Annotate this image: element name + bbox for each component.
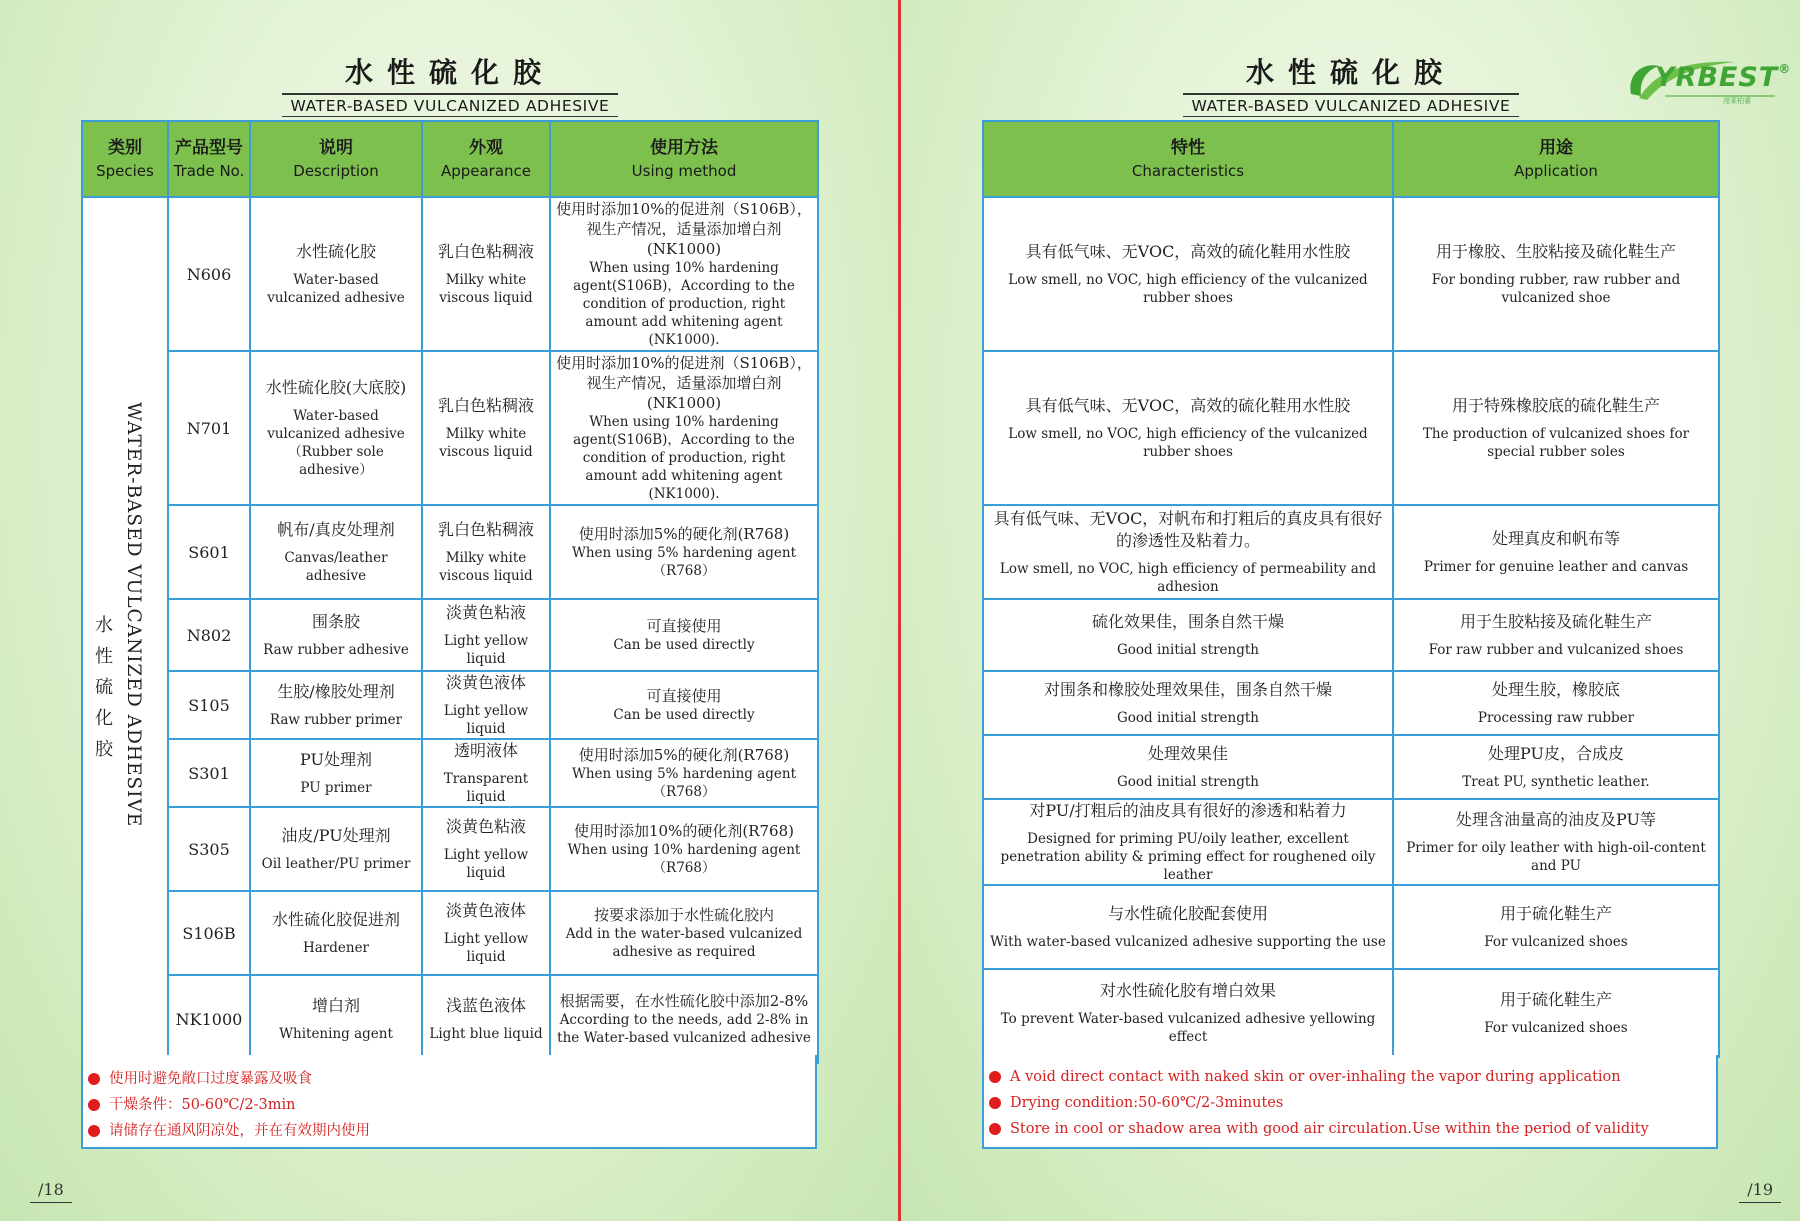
column-header <box>550 121 818 197</box>
spacer <box>427 762 545 770</box>
appearance-cell <box>422 807 550 891</box>
description-en: Water-based vulcanized adhesive <box>267 272 405 306</box>
table-header-row <box>983 121 1719 197</box>
characteristics-cell <box>983 735 1393 799</box>
using-method-en: When using 5% hardening agent（R768） <box>571 545 797 579</box>
note-text: 请储存在通风阴凉处，并在有效期内使用 <box>109 1123 370 1139</box>
header-rule <box>282 93 618 95</box>
spacer <box>1398 1011 1714 1019</box>
column-header-en: Appearance <box>440 162 532 180</box>
description-cn: 增白剂 <box>311 996 360 1015</box>
description-en: Canvas/leather adhesive <box>284 550 388 584</box>
bullet-icon <box>88 1099 100 1111</box>
column-header-cn: 用途 <box>1539 138 1573 158</box>
logo-subtitle: 滢莱柏睿 <box>1723 97 1751 105</box>
species-label-cn <box>93 610 115 765</box>
using-method-cn: 根据需要，在水性硫化胶中添加2-8% <box>559 992 809 1010</box>
using-method-en: Add in the water-based vulcanized adhesive as required <box>565 926 803 960</box>
spacer <box>988 822 1388 830</box>
application-cell <box>1393 505 1719 599</box>
note-item <box>984 1090 1716 1116</box>
header-title-cn: 水性硫化胶 <box>344 56 555 89</box>
spacer <box>427 838 545 846</box>
spacer <box>988 765 1388 773</box>
appearance-en: Light yellow liquid <box>443 703 529 737</box>
note-text: 干燥条件：50-60℃/2-3min <box>109 1097 296 1113</box>
note-text: A void direct contact with naked skin or over-inhaling the vapor during application <box>1010 1069 1621 1085</box>
characteristics-cell <box>983 505 1393 599</box>
characteristics-en: With water-based vulcanized adhesive supporting the use <box>990 934 1386 950</box>
description-cn: 水性硫化胶促进剂 <box>271 910 400 929</box>
table-row <box>983 197 1719 351</box>
using-method-cn: 使用时添加10%的硬化剂(R768) <box>574 822 794 840</box>
appearance-cell <box>422 739 550 807</box>
column-header <box>168 121 250 197</box>
spacer <box>1398 701 1714 709</box>
appearance-cn: 浅蓝色液体 <box>445 996 526 1015</box>
using-method-en: When using 5% hardening agent（R768） <box>571 766 797 800</box>
trade-number: N802 <box>168 599 250 671</box>
characteristics-cn: 具有低气味、无VOC，高效的硫化鞋用水性胶 <box>1025 396 1351 415</box>
column-header-en: Trade No. <box>173 162 245 180</box>
using-method-cell <box>550 351 818 505</box>
appearance-en: Light yellow liquid <box>443 633 529 667</box>
table-row <box>82 807 818 891</box>
characteristics-en: Designed for priming PU/oily leather, excellent penetration ability & priming effect for roughened oily leather <box>1000 831 1376 883</box>
table-row <box>82 739 818 807</box>
spacer <box>255 633 417 641</box>
using-method-cell <box>550 807 818 891</box>
spacer <box>255 703 417 711</box>
spacer <box>1398 831 1714 839</box>
application-en: Primer for oily leather with high-oil-content and PU <box>1406 840 1706 874</box>
page-number <box>1747 1180 1773 1199</box>
table-row <box>983 969 1719 1057</box>
page-number-value: 18 <box>43 1180 64 1199</box>
characteristics-cell <box>983 799 1393 885</box>
column-header-en: Characteristics <box>1131 162 1245 180</box>
column-header-en: Application <box>1514 162 1598 180</box>
description-cell <box>250 599 422 671</box>
application-cn: 用于特殊橡胶底的硫化鞋生产 <box>1451 396 1660 415</box>
using-method-en: When using 10% hardening agent（R768） <box>567 842 801 876</box>
description-cell <box>250 197 422 351</box>
using-method-cn: 可直接使用 <box>646 687 722 705</box>
description-cell <box>250 975 422 1063</box>
appearance-cn: 淡黄色粘液 <box>445 603 526 622</box>
description-cn: 围条胶 <box>311 612 360 631</box>
column-header-cn: 特性 <box>1171 138 1205 158</box>
page-number <box>38 1180 64 1199</box>
description-cn: 水性硫化胶(大底胶) <box>265 378 407 397</box>
header-title-en: WATER-BASED VULCANIZED ADHESIVE <box>290 97 610 115</box>
table-row <box>983 885 1719 969</box>
column-header-cn: 使用方法 <box>650 138 718 158</box>
description-cn: PU处理剂 <box>300 750 372 769</box>
column-header <box>422 121 550 197</box>
page-number-rule <box>1739 1202 1781 1203</box>
spacer <box>1398 925 1714 933</box>
appearance-en: Light blue liquid <box>429 1026 543 1042</box>
appearance-en: Transparent liquid <box>443 771 529 805</box>
column-header <box>250 121 422 197</box>
description-cn: 油皮/PU处理剂 <box>281 826 391 845</box>
spacer <box>255 1017 417 1025</box>
using-method-en: Can be used directly <box>613 637 755 653</box>
application-cn: 处理真皮和帆布等 <box>1491 529 1620 548</box>
table-row <box>983 671 1719 735</box>
using-method-cell <box>550 505 818 599</box>
table-row <box>82 505 818 599</box>
appearance-cn: 淡黄色液体 <box>445 901 526 920</box>
header-title-en: WATER-BASED VULCANIZED ADHESIVE <box>1191 97 1511 115</box>
characteristics-cn: 对围条和橡胶处理效果佳，围条自然干燥 <box>1043 680 1332 699</box>
description-en: Raw rubber adhesive <box>263 642 409 658</box>
spacer <box>427 624 545 632</box>
characteristics-cn: 对PU/打粗后的油皮具有很好的渗透和粘着力 <box>1029 801 1347 820</box>
page-number-slash: / <box>1747 1180 1753 1199</box>
characteristics-cn: 对水性硫化胶有增白效果 <box>1099 981 1276 1000</box>
spacer <box>427 541 545 549</box>
spacer <box>255 771 417 779</box>
using-method-cell <box>550 891 818 975</box>
table-row <box>983 799 1719 885</box>
characteristics-cell <box>983 197 1393 351</box>
characteristics-cn: 处理效果佳 <box>1147 744 1228 763</box>
note-item <box>984 1116 1716 1142</box>
page-number-rule <box>30 1202 72 1203</box>
table-row <box>983 351 1719 505</box>
species-char: 硫 <box>95 677 113 698</box>
trade-number: S105 <box>168 671 250 739</box>
species-char: 胶 <box>95 739 113 760</box>
description-cn: 水性硫化胶 <box>295 242 376 261</box>
application-en: Treat PU, synthetic leather. <box>1462 774 1650 790</box>
trade-number: S106B <box>168 891 250 975</box>
application-cell <box>1393 671 1719 735</box>
using-method-en: When using 10% hardening agent(S106B)，According to the condition of production, right amount add whitening agent (NK1000). <box>573 414 795 502</box>
description-en: Hardener <box>302 940 370 956</box>
spacer <box>988 417 1388 425</box>
application-en: For vulcanized shoes <box>1484 1020 1628 1036</box>
application-en: Primer for genuine leather and canvas <box>1423 559 1689 575</box>
bullet-icon <box>88 1125 100 1137</box>
note-text: Drying condition:50-60℃/2-3minutes <box>1010 1095 1284 1111</box>
header-rule <box>282 116 618 117</box>
spacer <box>1398 633 1714 641</box>
application-cell <box>1393 885 1719 969</box>
spacer <box>988 701 1388 709</box>
header-rule <box>1183 116 1519 117</box>
spacer <box>427 1017 545 1025</box>
using-method-cell <box>550 671 818 739</box>
characteristics-en: Good initial strength <box>1117 710 1259 726</box>
using-method-cn: 按要求添加于水性硫化胶内 <box>593 906 774 924</box>
logo-text: YRBEST <box>1655 62 1779 93</box>
note-item <box>984 1064 1716 1090</box>
table-row <box>82 975 818 1063</box>
description-cell <box>250 505 422 599</box>
appearance-cn: 乳白色粘稠液 <box>437 242 534 261</box>
using-method-cn: 使用时添加10%的促进剂（S106B），视生产情况，适量添加增白剂(NK1000) <box>556 354 812 412</box>
spacer <box>988 633 1388 641</box>
column-header-en: Species <box>96 162 154 180</box>
table-row <box>82 197 818 351</box>
column-header <box>1393 121 1719 197</box>
appearance-en: Milky white viscous liquid <box>439 550 533 584</box>
using-method-en: According to the needs, add 2-8% in the Water-based vulcanized adhesive <box>557 1012 811 1046</box>
bullet-icon <box>989 1071 1001 1083</box>
appearance-en: Light yellow liquid <box>443 931 529 965</box>
table-row <box>983 505 1719 599</box>
appearance-cn: 淡黄色粘液 <box>445 817 526 836</box>
species-cell <box>82 197 168 1063</box>
appearance-cell <box>422 891 550 975</box>
brand-logo <box>1625 52 1792 107</box>
product-table <box>81 120 819 1064</box>
species-label-en: WATER-BASED VULCANIZED ADHESIVE <box>123 402 144 828</box>
column-header <box>82 121 168 197</box>
application-en: For bonding rubber, raw rubber and vulcanized shoe <box>1431 272 1681 306</box>
table-row <box>82 671 818 739</box>
characteristics-cell <box>983 885 1393 969</box>
appearance-cell <box>422 197 550 351</box>
characteristics-cn: 硫化效果佳，围条自然干燥 <box>1091 612 1284 631</box>
description-en: Whitening agent <box>279 1026 393 1042</box>
species-char: 化 <box>95 708 113 729</box>
application-cn: 处理生胶，橡胶底 <box>1491 680 1620 699</box>
characteristics-en: Low smell, no VOC, high efficiency of the vulcanized rubber shoes <box>1008 272 1368 306</box>
characteristics-en: Good initial strength <box>1117 642 1259 658</box>
application-en: Processing raw rubber <box>1477 710 1635 726</box>
table-row <box>82 351 818 505</box>
appearance-cn: 乳白色粘稠液 <box>437 520 534 539</box>
trade-number: N606 <box>168 197 250 351</box>
appearance-en: Milky white viscous liquid <box>439 272 533 306</box>
column-header-cn: 说明 <box>319 138 353 158</box>
application-cell <box>1393 599 1719 671</box>
trade-number: S301 <box>168 739 250 807</box>
table-row <box>82 891 818 975</box>
column-header-cn: 外观 <box>469 138 503 158</box>
spacer <box>427 263 545 271</box>
application-cell <box>1393 735 1719 799</box>
using-method-cell <box>550 739 818 807</box>
application-cn: 处理含油量高的油皮及PU等 <box>1456 810 1656 829</box>
trade-number: NK1000 <box>168 975 250 1063</box>
bullet-icon <box>88 1073 100 1085</box>
species-char: 水 <box>95 615 113 636</box>
appearance-cell <box>422 599 550 671</box>
appearance-cn: 乳白色粘稠液 <box>437 396 534 415</box>
application-cn: 用于生胶粘接及硫化鞋生产 <box>1459 612 1652 631</box>
spacer <box>988 925 1388 933</box>
table-row <box>82 599 818 671</box>
using-method-en: When using 10% hardening agent(S106B)，According to the condition of production, right amount add whitening agent (NK1000). <box>573 260 795 348</box>
appearance-cell <box>422 975 550 1063</box>
bullet-icon <box>989 1123 1001 1135</box>
column-header-en: Description <box>293 162 379 180</box>
page-number-value: 19 <box>1752 1180 1773 1199</box>
column-header <box>983 121 1393 197</box>
characteristics-cn: 具有低气味、无VOC，对帆布和打粗后的真皮具有很好的渗透性及粘着力。 <box>993 509 1383 550</box>
application-en: The production of vulcanized shoes for special rubber soles <box>1422 426 1690 460</box>
description-en: Water-based vulcanized adhesive（Rubber sole adhesive） <box>267 408 405 478</box>
right-notes <box>982 1055 1718 1149</box>
spacer <box>988 1002 1388 1010</box>
application-cn: 用于橡胶、生胶粘接及硫化鞋生产 <box>1435 242 1676 261</box>
appearance-en: Milky white viscous liquid <box>439 426 533 460</box>
characteristics-cell <box>983 671 1393 735</box>
column-header-cn: 产品型号 <box>175 138 243 158</box>
application-cell <box>1393 969 1719 1057</box>
characteristics-en: Low smell, no VOC, high efficiency of permeability and adhesion <box>999 561 1377 595</box>
spacer <box>1398 417 1714 425</box>
using-method-cell <box>550 975 818 1063</box>
bullet-icon <box>989 1097 1001 1109</box>
trade-number: N701 <box>168 351 250 505</box>
spacer <box>255 541 417 549</box>
characteristics-en: To prevent Water-based vulcanized adhesive yellowing effect <box>1000 1011 1376 1045</box>
description-en: Oil leather/PU primer <box>261 856 411 872</box>
application-en: For vulcanized shoes <box>1484 934 1628 950</box>
description-cn: 生胶/橡胶处理剂 <box>277 682 395 701</box>
description-cell <box>250 891 422 975</box>
trade-number: S305 <box>168 807 250 891</box>
spacer <box>1398 263 1714 271</box>
description-en: PU primer <box>300 780 372 796</box>
characteristics-cn: 具有低气味、无VOC，高效的硫化鞋用水性胶 <box>1025 242 1351 261</box>
characteristics-cn: 与水性硫化胶配套使用 <box>1107 904 1268 923</box>
spacer <box>427 922 545 930</box>
application-cell <box>1393 351 1719 505</box>
spacer <box>255 931 417 939</box>
using-method-cn: 使用时添加10%的促进剂（S106B），视生产情况，适量添加增白剂(NK1000) <box>556 200 812 258</box>
description-en: Raw rubber primer <box>269 712 403 728</box>
description-cell <box>250 807 422 891</box>
note-text: Store in cool or shadow area with good air circulation.Use within the period of validity <box>1010 1121 1649 1137</box>
spacer <box>1398 765 1714 773</box>
spacer <box>1398 550 1714 558</box>
using-method-en: Can be used directly <box>613 707 755 723</box>
appearance-cn: 透明液体 <box>453 741 518 760</box>
column-header-cn: 类别 <box>108 138 142 158</box>
spacer <box>255 399 417 407</box>
spacer <box>427 417 545 425</box>
application-cn: 处理PU皮，合成皮 <box>1488 744 1624 763</box>
registered-mark: ® <box>1778 62 1792 76</box>
spacer <box>255 263 417 271</box>
spacer <box>988 552 1388 560</box>
appearance-cell <box>422 351 550 505</box>
application-cell <box>1393 799 1719 885</box>
trade-number: S601 <box>168 505 250 599</box>
table-header-row <box>82 121 818 197</box>
note-item <box>83 1092 815 1118</box>
description-cell <box>250 739 422 807</box>
characteristics-en: Good initial strength <box>1117 774 1259 790</box>
appearance-cell <box>422 671 550 739</box>
characteristics-cell <box>983 969 1393 1057</box>
application-cell <box>1393 197 1719 351</box>
left-notes <box>81 1055 817 1149</box>
page-number-slash: / <box>38 1180 44 1199</box>
appearance-cn: 淡黄色液体 <box>445 673 526 692</box>
spacer <box>988 263 1388 271</box>
table-row <box>983 599 1719 671</box>
note-item <box>83 1118 815 1144</box>
using-method-cell <box>550 197 818 351</box>
characteristics-en: Low smell, no VOC, high efficiency of the vulcanized rubber shoes <box>1008 426 1368 460</box>
left-header <box>282 56 618 117</box>
note-text: 使用时避免敞口过度暴露及吸食 <box>109 1071 312 1087</box>
spacer <box>427 694 545 702</box>
application-cn: 用于硫化鞋生产 <box>1499 990 1612 1009</box>
table-row <box>983 735 1719 799</box>
appearance-en: Light yellow liquid <box>443 847 529 881</box>
using-method-cell <box>550 599 818 671</box>
header-rule <box>1183 93 1519 95</box>
note-item <box>83 1066 815 1092</box>
using-method-cn: 使用时添加5%的硬化剂(R768) <box>578 746 790 764</box>
using-method-cn: 使用时添加5%的硬化剂(R768) <box>578 525 790 543</box>
description-cell <box>250 671 422 739</box>
column-header-en: Using method <box>631 162 737 180</box>
using-method-cn: 可直接使用 <box>646 617 722 635</box>
description-cell <box>250 351 422 505</box>
right-header <box>1183 56 1519 117</box>
appearance-cell <box>422 505 550 599</box>
application-cn: 用于硫化鞋生产 <box>1499 904 1612 923</box>
characteristics-cell <box>983 351 1393 505</box>
application-en: For raw rubber and vulcanized shoes <box>1428 642 1684 658</box>
species-char: 性 <box>95 646 113 667</box>
characteristics-cell <box>983 599 1393 671</box>
characteristics-table <box>982 120 1720 1058</box>
description-cn: 帆布/真皮处理剂 <box>277 520 395 539</box>
right-page <box>900 0 1800 1221</box>
header-title-cn: 水性硫化胶 <box>1245 56 1456 89</box>
spacer <box>255 847 417 855</box>
